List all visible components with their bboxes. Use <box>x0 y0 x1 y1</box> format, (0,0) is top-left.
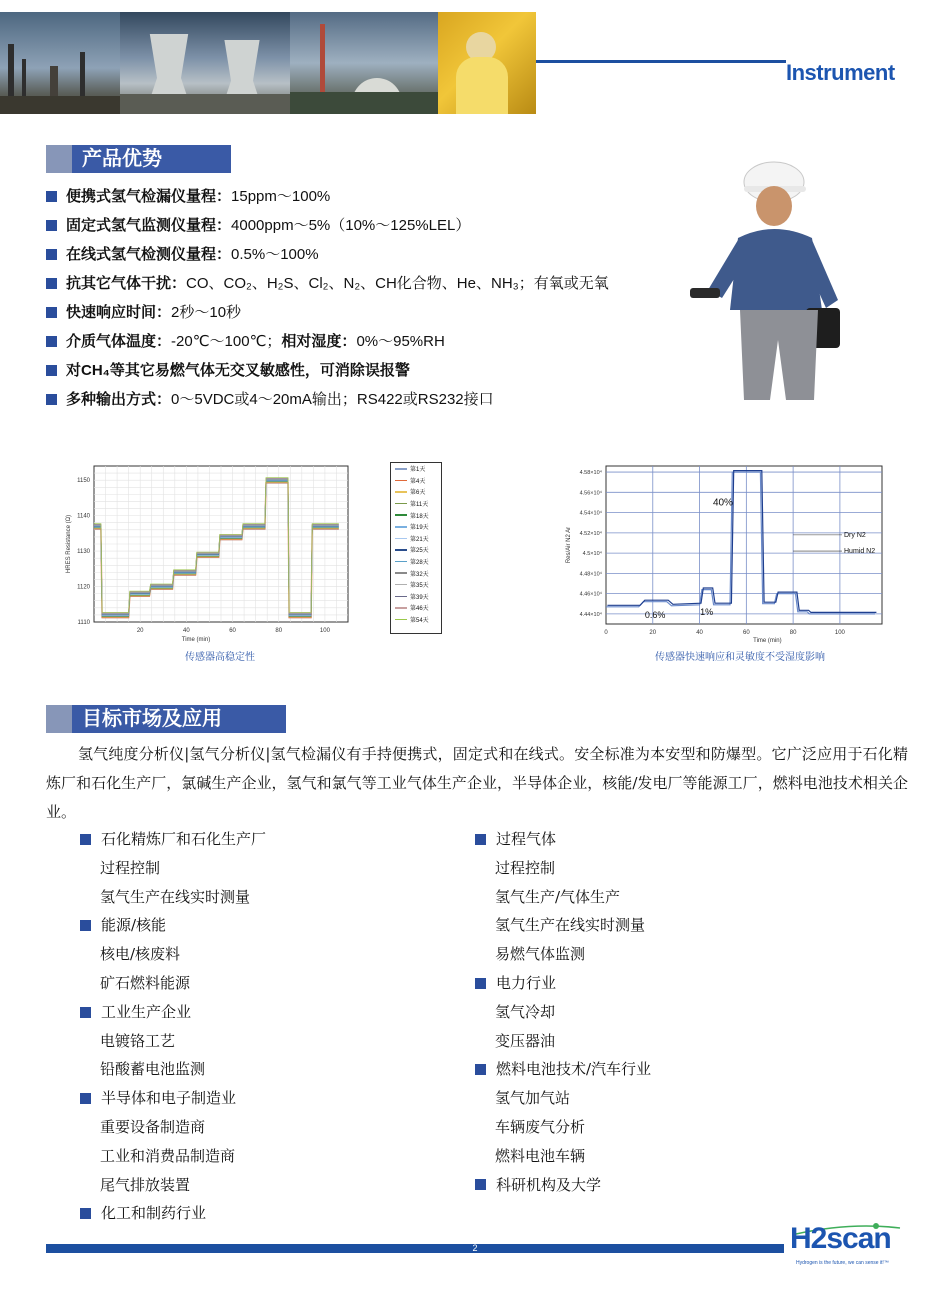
bullet-square-icon <box>475 1064 486 1075</box>
application-subitem <box>475 854 855 883</box>
y-tick-label: 1150 <box>77 478 90 485</box>
legend-label: 第19天 <box>410 525 429 532</box>
legend-label: 第11天 <box>410 502 429 509</box>
application-text: 铅酸蓄电池监测 <box>100 1060 206 1079</box>
y-tick-label: 4.46×10⁴ <box>579 591 602 598</box>
bullet-square-icon <box>46 191 57 202</box>
annotation-label: 0.6% <box>644 609 666 620</box>
y-tick-label: 4.44×10⁴ <box>579 611 602 618</box>
application-text: 矿石燃料能源 <box>100 973 191 992</box>
bullet-square-icon <box>80 920 91 931</box>
cooling-tower-photo <box>120 12 290 114</box>
bullet-square-icon <box>46 278 57 289</box>
legend-swatch <box>395 596 407 598</box>
advantage-value: 0～5VDC或4～20mA输出；RS422或RS232接口 <box>171 391 494 408</box>
advantage-item <box>46 269 686 298</box>
x-tick-label: 60 <box>229 628 236 634</box>
legend-label: 第54天 <box>410 618 429 625</box>
advantage-value: 0%～95%RH <box>356 333 445 350</box>
x-tick-label: 20 <box>649 630 657 636</box>
application-text: 电镀铬工艺 <box>100 1031 176 1050</box>
application-category <box>80 911 460 940</box>
application-text: 尾气排放装置 <box>100 1175 191 1194</box>
advantage-value: 15ppm～100% <box>231 188 331 205</box>
y-axis-label: Res/Air N2 Ar <box>566 526 572 564</box>
y-tick-label: 1130 <box>77 549 90 556</box>
advantage-label: 固定式氢气监测仪量程： <box>66 217 232 234</box>
application-category <box>80 825 460 854</box>
legend-label: 第28天 <box>410 560 429 567</box>
application-text: 科研机构及大学 <box>496 1175 602 1194</box>
application-subitem <box>80 1171 460 1200</box>
x-axis-label: Time (min) <box>753 638 782 644</box>
application-category <box>80 1084 460 1113</box>
legend-swatch <box>395 619 407 621</box>
bullet-square-icon <box>80 834 91 845</box>
application-subitem <box>80 883 460 912</box>
application-text: 车辆废气分析 <box>495 1117 586 1136</box>
legend-swatch <box>395 491 407 493</box>
legend-label: 第21天 <box>410 536 429 543</box>
application-text: 变压器油 <box>495 1031 556 1050</box>
x-tick-label: 80 <box>275 628 283 634</box>
legend-entry <box>391 521 441 533</box>
application-text: 过程气体 <box>496 830 557 848</box>
y-axis-label: HRES Resistance (Ω) <box>66 514 72 574</box>
bullet-square-icon <box>46 249 57 260</box>
x-tick-label: 80 <box>789 630 797 636</box>
bullet-square-icon <box>80 1208 91 1219</box>
advantage-item <box>46 385 686 414</box>
advantage-value: -20℃～100℃； <box>171 333 282 350</box>
x-tick-label: 100 <box>834 630 845 636</box>
technician-illustration <box>688 160 888 400</box>
application-category <box>475 825 855 854</box>
y-tick-label: 4.58×10⁴ <box>579 470 602 477</box>
advantage-label: 快速响应时间： <box>66 304 172 321</box>
response-chart <box>560 462 890 644</box>
legend-swatch <box>395 526 407 528</box>
advantage-item <box>46 182 686 211</box>
logo-tagline: Hydrogen is the future, we can sense it!™ <box>796 1260 889 1266</box>
market-title: 目标市场及应用 <box>46 705 286 733</box>
legend-entry <box>391 614 441 626</box>
application-subitem <box>475 940 855 969</box>
advantage-label: 在线式氢气检测仪量程： <box>66 246 232 263</box>
legend-entry <box>391 533 441 545</box>
advantage-label: 便携式氢气检漏仪量程： <box>66 188 232 205</box>
y-tick-label: 4.56×10⁴ <box>579 490 602 497</box>
logo-text: H2scan <box>790 1222 891 1255</box>
legend-swatch <box>395 549 407 551</box>
application-subitem <box>80 1113 460 1142</box>
x-tick-label: 100 <box>319 628 330 634</box>
legend-label: 第35天 <box>410 583 429 590</box>
stability-chart-caption: 传感器高稳定性 <box>185 652 255 663</box>
application-category <box>80 998 460 1027</box>
application-subitem <box>475 1084 855 1113</box>
y-tick-label: 4.5×10⁴ <box>582 551 602 558</box>
advantage-value: 4000ppm～5%（10%～125%LEL） <box>231 217 471 234</box>
legend-entry <box>391 591 441 603</box>
application-subitem <box>475 1027 855 1056</box>
advantage-item <box>46 356 686 385</box>
legend-swatch <box>395 480 407 482</box>
advantage-label: 介质气体温度： <box>66 333 172 350</box>
application-text: 氢气生产在线实时测量 <box>100 887 251 906</box>
legend-entry <box>391 486 441 498</box>
application-text: 工业生产企业 <box>101 1002 192 1021</box>
application-text: 重要设备制造商 <box>100 1117 206 1136</box>
legend-label: 第4天 <box>410 478 426 485</box>
application-subitem <box>80 854 460 883</box>
advantage-item <box>46 240 686 269</box>
header-photo-banner <box>0 12 536 114</box>
legend-entry <box>391 567 441 579</box>
legend-swatch <box>395 561 407 563</box>
stability-chart <box>58 460 358 644</box>
application-category <box>475 1055 855 1084</box>
application-subitem <box>475 1142 855 1171</box>
application-text: 核电/核废料 <box>100 945 181 964</box>
advantage-value: CO、CO₂、H₂S、Cl₂、N₂、CH化合物、He、NH₃；有氧或无氧 <box>186 275 609 292</box>
legend-swatch <box>395 572 407 574</box>
y-tick-label: 1110 <box>77 620 90 626</box>
application-category <box>475 969 855 998</box>
bullet-square-icon <box>46 365 57 376</box>
legend-entry <box>391 544 441 556</box>
worker-photo <box>438 12 536 114</box>
h2scan-logo <box>790 1220 908 1270</box>
applications-right-list <box>475 825 855 1199</box>
market-paragraph: 氢气纯度分析仪|氢气分析仪|氢气检漏仪有手持便携式，固定式和在线式。安全标准为本安型和防爆型。它广泛应用于石化精炼厂和石化生产厂，氯碱生产企业，氢气和氯气等工业气体生产企业，半导体企业，核能/发电厂等能源工厂，燃料电池技术相关企业。 <box>46 745 908 821</box>
application-subitem <box>80 1027 460 1056</box>
advantage-value: 2秒～10秒 <box>171 304 242 321</box>
stability-chart-legend <box>390 462 442 634</box>
x-tick-label: 40 <box>183 628 190 634</box>
legend-entry <box>391 602 441 614</box>
annotation-label: 40% <box>712 497 733 509</box>
advantage-label: 对CH₄等其它易燃气体无交叉敏感性，可消除误报警 <box>66 362 410 379</box>
series-label: Dry N2 <box>844 531 866 539</box>
applications-left-list <box>80 825 460 1228</box>
legend-entry <box>391 579 441 591</box>
bullet-square-icon <box>46 394 57 405</box>
advantage-item <box>46 298 686 327</box>
legend-entry <box>391 498 441 510</box>
legend-swatch <box>395 503 407 505</box>
legend-entry <box>391 463 441 475</box>
application-subitem <box>475 998 855 1027</box>
x-tick-label: 60 <box>742 630 750 636</box>
application-text: 石化精炼厂和石化生产厂 <box>101 830 267 848</box>
advantage-value: 0.5%～100% <box>231 246 319 263</box>
application-text: 氢气加气站 <box>495 1089 571 1108</box>
application-text: 易燃气体监测 <box>495 945 586 964</box>
advantage-item <box>46 211 686 240</box>
application-text: 过程控制 <box>100 858 161 877</box>
bullet-square-icon <box>46 220 57 231</box>
x-tick-label: 40 <box>696 630 703 636</box>
advantage-label: 相对湿度： <box>281 333 357 350</box>
bullet-square-icon <box>475 1179 486 1190</box>
refinery-photo <box>0 12 120 114</box>
header-rule <box>536 60 786 63</box>
application-text: 电力行业 <box>496 973 557 992</box>
legend-swatch <box>395 584 407 586</box>
legend-swatch <box>395 607 407 609</box>
legend-swatch <box>395 468 407 470</box>
bullet-square-icon <box>475 834 486 845</box>
application-category <box>475 1171 855 1200</box>
application-text: 氢气生产/气体生产 <box>495 887 621 906</box>
application-text: 氢气生产在线实时测量 <box>495 916 646 935</box>
bullet-square-icon <box>46 307 57 318</box>
x-tick-label: 20 <box>136 628 144 634</box>
legend-label: 第32天 <box>410 571 429 578</box>
application-text: 燃料电池技术/汽车行业 <box>496 1060 652 1079</box>
y-tick-label: 4.48×10⁴ <box>579 571 602 578</box>
application-subitem <box>475 883 855 912</box>
bullet-square-icon <box>80 1093 91 1104</box>
y-tick-label: 1140 <box>77 513 90 520</box>
page-number: 2 <box>472 1243 478 1253</box>
application-text: 工业和消费品制造商 <box>100 1146 236 1165</box>
application-subitem <box>475 1113 855 1142</box>
application-text: 氢气冷却 <box>495 1002 556 1021</box>
bullet-square-icon <box>46 336 57 347</box>
application-category <box>80 1199 460 1228</box>
power-plant-photo <box>290 12 438 114</box>
legend-label: 第39天 <box>410 594 429 601</box>
advantages-title: 产品优势 <box>46 145 231 173</box>
bullet-square-icon <box>80 1007 91 1018</box>
annotation-label: 1% <box>700 606 714 617</box>
application-subitem <box>80 1055 460 1084</box>
legend-label: 第25天 <box>410 548 429 555</box>
legend-swatch <box>395 538 407 540</box>
application-text: 化工和制药行业 <box>101 1204 207 1223</box>
y-tick-label: 1120 <box>77 584 90 591</box>
application-subitem <box>80 969 460 998</box>
bullet-square-icon <box>475 978 486 989</box>
application-text: 能源/核能 <box>101 916 167 935</box>
legend-entry <box>391 475 441 487</box>
application-subitem <box>475 911 855 940</box>
legend-label: 第46天 <box>410 606 429 613</box>
section-brand-label: Instrument <box>786 60 895 85</box>
legend-label: 第6天 <box>410 490 426 497</box>
advantages-list <box>46 182 686 414</box>
advantage-label: 抗其它气体干扰： <box>66 275 187 292</box>
legend-entry <box>391 556 441 568</box>
legend-label: 第1天 <box>410 467 426 474</box>
application-text: 燃料电池车辆 <box>495 1146 586 1165</box>
series-label: Humid N2 <box>844 548 876 556</box>
application-text: 过程控制 <box>495 858 556 877</box>
x-tick-label: 0 <box>604 630 608 636</box>
application-subitem <box>80 1142 460 1171</box>
application-subitem <box>80 940 460 969</box>
application-text: 半导体和电子制造业 <box>101 1089 237 1108</box>
y-tick-label: 4.52×10⁴ <box>579 530 602 537</box>
legend-label: 第18天 <box>410 513 429 520</box>
legend-swatch <box>395 514 407 516</box>
legend-entry <box>391 509 441 521</box>
response-chart-caption: 传感器快速响应和灵敏度不受湿度影响 <box>655 652 825 663</box>
advantage-label: 多种输出方式： <box>66 391 172 408</box>
advantage-item <box>46 327 686 356</box>
x-axis-label: Time (min) <box>181 637 211 643</box>
y-tick-label: 4.54×10⁴ <box>579 510 602 517</box>
